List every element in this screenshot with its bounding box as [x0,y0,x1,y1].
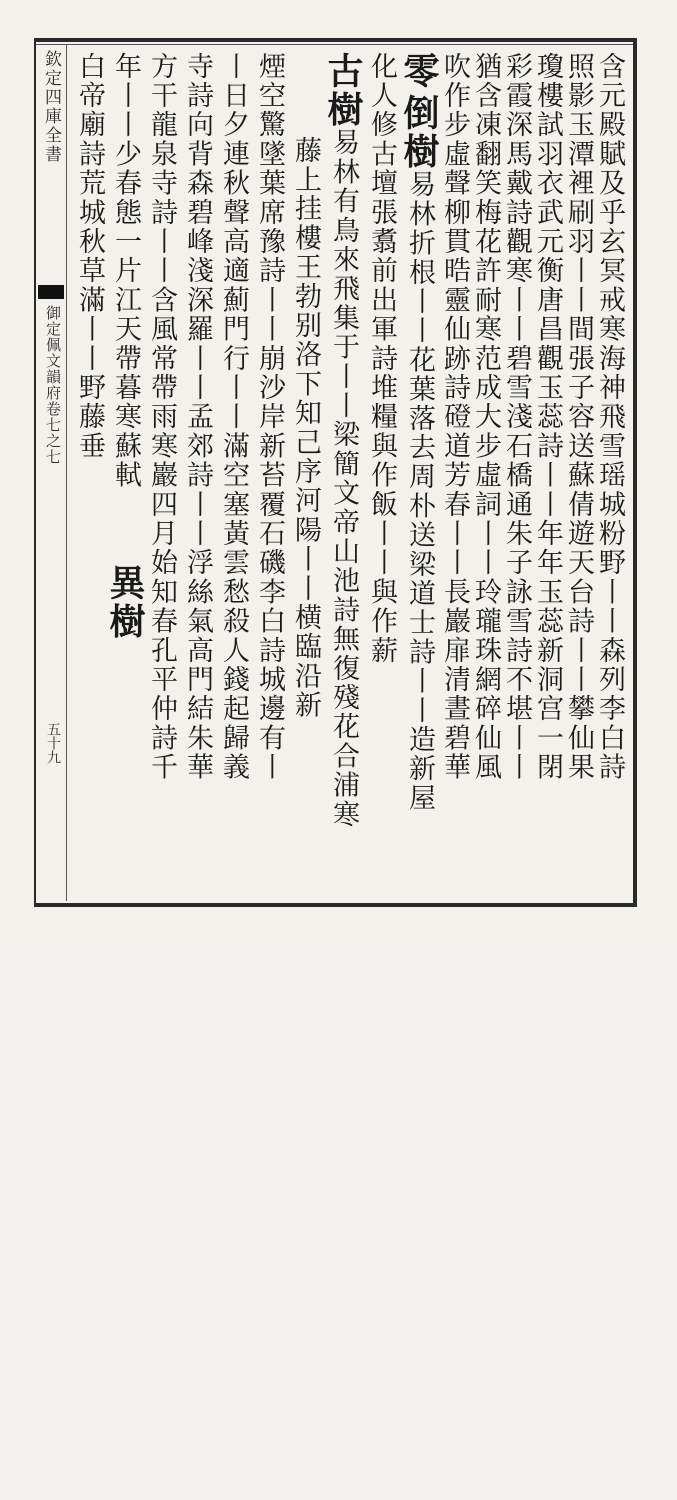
text-column: 丨日夕連秋聲高適薊門行丨丨滿空塞黃雲愁殺人錢起歸義 [218,52,249,782]
text-column: 吹作步虛聲柳貫晧靈仙跡詩磴道芳春丨丨長巖扉清晝碧華 [439,52,470,782]
text-column: 藤上挂樓王勃别洛下知己序河陽丨丨横臨沿新 [290,136,321,720]
volume-title: 御定佩文韻府卷七之七 [44,305,62,465]
heading-term: 倒樹 [398,94,440,171]
text-column: 猶含凍翻笑梅花許耐寒范成大步虛詞丨丨玲瓏珠網碎仙風 [470,52,501,782]
fishtail-mark [38,285,64,299]
heading-column: 古樹易林有鳥來飛集于丨丨梁簡文帝山池詩無復殘花合浦寒 [322,52,364,830]
heading-term: 零 [398,52,440,91]
text-column: 年丨丨少春態一片江天帶暮寒蘇軾 [110,52,141,490]
book-title: 欽定四庫全書 [41,50,61,164]
heading-column: 倒樹易林折根丨丨花葉落去周朴送梁道士詩丨丨造新屋 [398,94,440,813]
text-column: 寺詩向背森碧峰淺深羅丨丨孟郊詩丨丨浮絲氣高門結朱華 [182,52,213,782]
left-border [34,38,36,907]
page-number: 五十九 [45,722,61,764]
text-column: 彩霞深馬戴詩觀寒丨丨碧雪淺石橋通朱子詠雪詩不堪丨丨 [501,52,532,782]
text-column: 照影玉潭裡刷羽丨丨間張子容送蘇倩遊天台詩丨丨攀仙果 [563,52,594,782]
text-column: 煙空驚墜葉席豫詩丨丨崩沙岸新苔覆石磯李白詩城邊有丨 [254,52,285,782]
text-column: 方干龍泉寺詩丨丨含風常帶雨寒巖四月始知春孔平仲詩千 [146,52,177,782]
text-column [142,650,182,1500]
top-border-inner [34,44,637,45]
margin-divider [66,44,67,901]
top-border [34,38,637,42]
heading-term: 異樹 [104,564,146,641]
heading-term: 古樹 [322,52,364,129]
heading-column [106,564,146,1414]
text-column: 白帝廟詩荒城秋草滿丨丨野藤垂 [74,52,105,461]
right-border [633,38,637,907]
text-column: 化人修古壇張翥前出軍詩堆糧與作飯丨丨與作薪 [366,52,397,666]
text-column: 含元殿賦及乎玄冥戒寒海神飛雪瑶城粉野丨丨森列李白詩 [594,52,625,782]
text-body [70,52,630,902]
text-column: 瓊樓試羽衣武元衡唐昌觀玉蕊詩丨丨年年玉蕊新洞宫一閉 [532,52,563,782]
